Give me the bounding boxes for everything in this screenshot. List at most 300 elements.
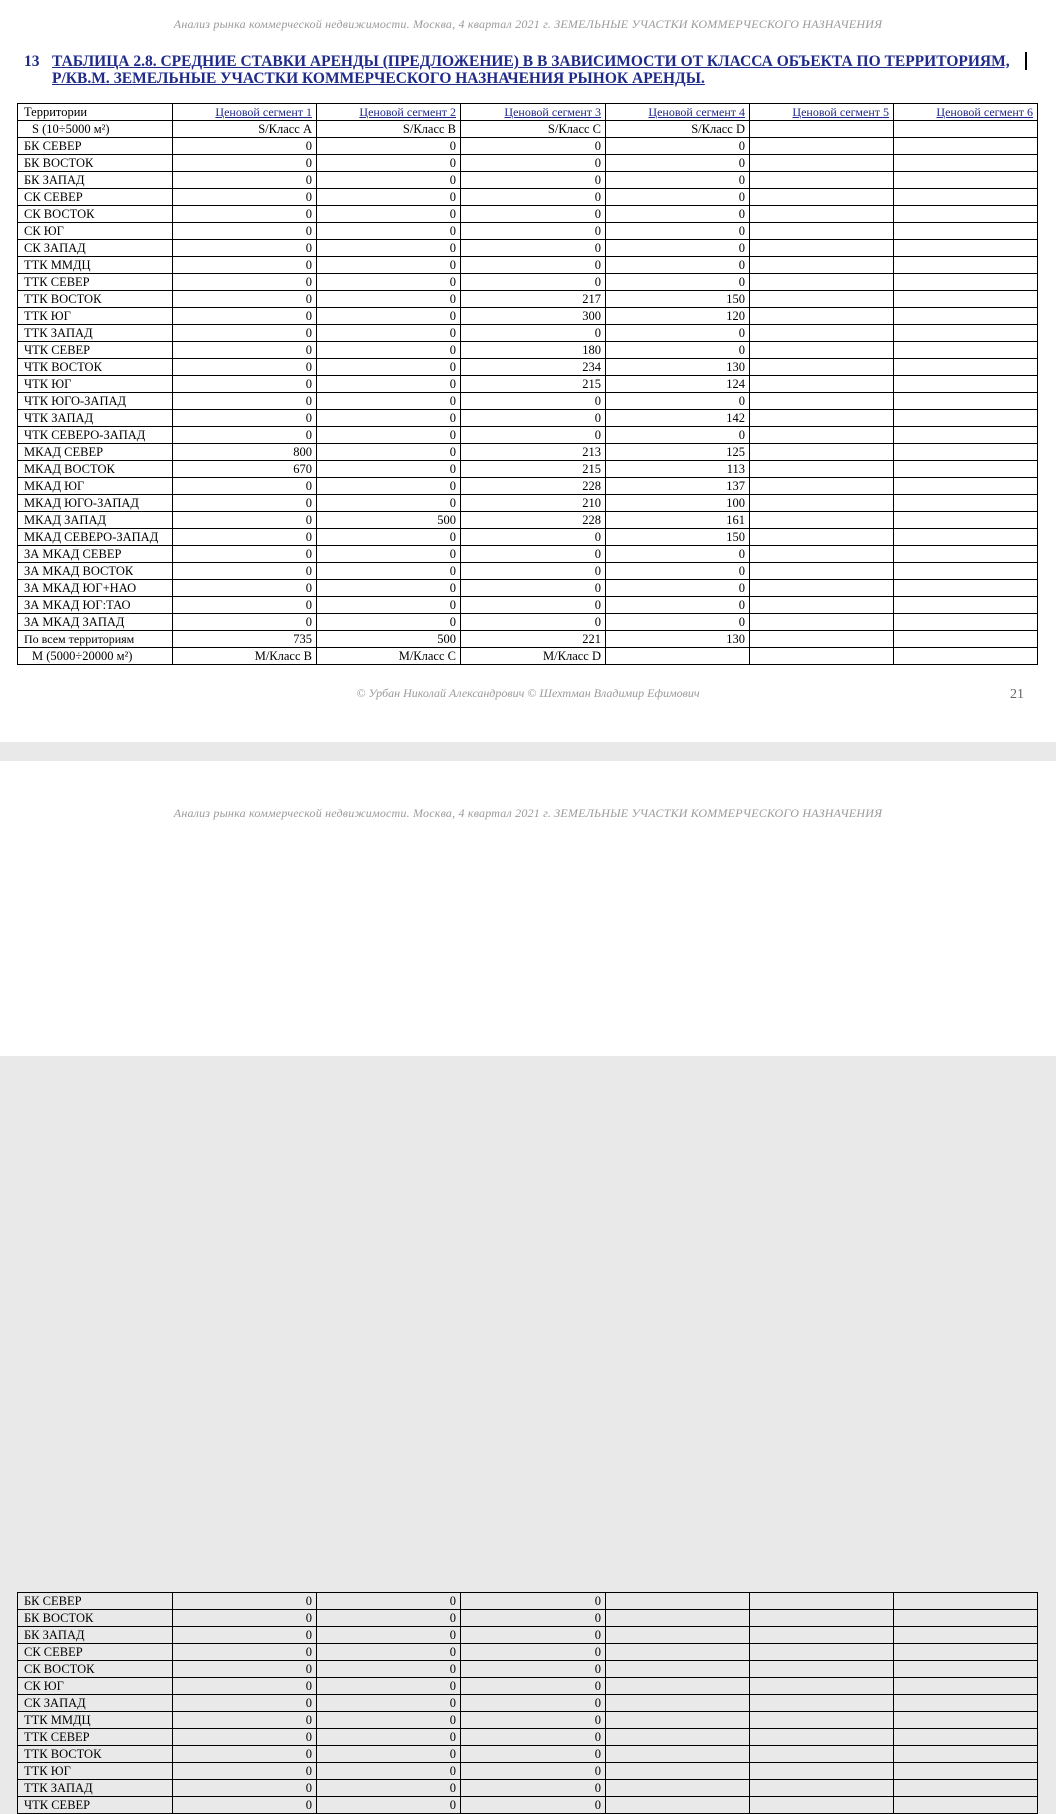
rate-cell[interactable]: 0 bbox=[173, 274, 317, 291]
rate-cell[interactable]: 0 bbox=[461, 1763, 606, 1780]
territory-name[interactable]: ТТК ВОСТОК bbox=[18, 291, 173, 308]
total-label[interactable]: По всем территориям bbox=[18, 631, 173, 648]
rate-cell[interactable] bbox=[750, 138, 894, 155]
rate-cell[interactable] bbox=[894, 580, 1038, 597]
total-cell[interactable]: 735 bbox=[173, 631, 317, 648]
rate-cell[interactable] bbox=[894, 1627, 1038, 1644]
rate-cell[interactable] bbox=[894, 155, 1038, 172]
rate-cell[interactable]: 113 bbox=[606, 461, 750, 478]
rate-cell[interactable] bbox=[606, 1797, 750, 1814]
rate-cell[interactable] bbox=[750, 427, 894, 444]
rate-cell[interactable] bbox=[750, 1678, 894, 1695]
rate-cell[interactable] bbox=[750, 597, 894, 614]
rate-cell[interactable]: 0 bbox=[606, 172, 750, 189]
rate-cell[interactable]: 0 bbox=[461, 1593, 606, 1610]
rate-cell[interactable]: 0 bbox=[461, 1678, 606, 1695]
rate-cell[interactable]: 800 bbox=[173, 444, 317, 461]
rate-cell[interactable]: 0 bbox=[173, 308, 317, 325]
territory-name[interactable]: СК ЗАПАД bbox=[18, 240, 173, 257]
rate-cell[interactable]: 0 bbox=[461, 529, 606, 546]
territory-name[interactable]: ЧТК ЮГО-ЗАПАД bbox=[18, 393, 173, 410]
rate-cell[interactable]: 0 bbox=[317, 172, 461, 189]
rate-cell[interactable] bbox=[894, 342, 1038, 359]
rate-cell[interactable]: 0 bbox=[317, 1780, 461, 1797]
rate-cell[interactable] bbox=[894, 410, 1038, 427]
rate-cell[interactable] bbox=[750, 342, 894, 359]
rate-cell[interactable] bbox=[606, 1593, 750, 1610]
rate-cell[interactable]: 0 bbox=[173, 138, 317, 155]
rate-cell[interactable]: 0 bbox=[606, 563, 750, 580]
header-segment-4[interactable]: Ценовой сегмент 4 bbox=[606, 104, 750, 121]
total-cell[interactable] bbox=[894, 631, 1038, 648]
rate-cell[interactable]: 0 bbox=[173, 410, 317, 427]
rate-cell[interactable]: 0 bbox=[606, 546, 750, 563]
territory-name[interactable]: ТТК ЮГ bbox=[18, 308, 173, 325]
rate-cell[interactable]: 0 bbox=[173, 1746, 317, 1763]
rate-cell[interactable] bbox=[894, 376, 1038, 393]
territory-name[interactable]: БК ВОСТОК bbox=[18, 1610, 173, 1627]
rate-cell[interactable]: 0 bbox=[461, 1627, 606, 1644]
rate-cell[interactable] bbox=[894, 1678, 1038, 1695]
rate-cell[interactable] bbox=[750, 206, 894, 223]
rate-cell[interactable] bbox=[750, 393, 894, 410]
rate-cell[interactable]: 0 bbox=[461, 563, 606, 580]
rate-cell[interactable]: 0 bbox=[173, 1695, 317, 1712]
rate-cell[interactable] bbox=[894, 257, 1038, 274]
rate-cell[interactable] bbox=[894, 495, 1038, 512]
table-title[interactable] bbox=[24, 53, 1034, 87]
rate-cell[interactable]: 125 bbox=[606, 444, 750, 461]
rate-cell[interactable]: 0 bbox=[317, 427, 461, 444]
rate-cell[interactable] bbox=[606, 1712, 750, 1729]
rate-cell[interactable] bbox=[606, 1695, 750, 1712]
header-segment-2[interactable]: Ценовой сегмент 2 bbox=[317, 104, 461, 121]
rate-cell[interactable]: 0 bbox=[173, 393, 317, 410]
rate-cell[interactable] bbox=[750, 546, 894, 563]
territory-name[interactable]: СК СЕВЕР bbox=[18, 1644, 173, 1661]
territory-name[interactable]: ТТК ММДЦ bbox=[18, 257, 173, 274]
rate-cell[interactable]: 213 bbox=[461, 444, 606, 461]
rate-cell[interactable]: 0 bbox=[317, 1678, 461, 1695]
next-class-5[interactable] bbox=[750, 648, 894, 665]
rate-cell[interactable]: 0 bbox=[173, 529, 317, 546]
header-segment-5[interactable]: Ценовой сегмент 5 bbox=[750, 104, 894, 121]
rate-cell[interactable] bbox=[894, 274, 1038, 291]
rate-cell[interactable]: 0 bbox=[461, 1712, 606, 1729]
rate-cell[interactable] bbox=[894, 1644, 1038, 1661]
territory-name[interactable]: ТТК ВОСТОК bbox=[18, 1746, 173, 1763]
rate-cell[interactable]: 0 bbox=[317, 274, 461, 291]
rate-cell[interactable]: 0 bbox=[317, 444, 461, 461]
rate-cell[interactable]: 0 bbox=[173, 580, 317, 597]
rate-cell[interactable] bbox=[606, 1763, 750, 1780]
rate-cell[interactable] bbox=[894, 138, 1038, 155]
header-segment-3[interactable]: Ценовой сегмент 3 bbox=[461, 104, 606, 121]
rate-cell[interactable] bbox=[750, 223, 894, 240]
rate-cell[interactable]: 0 bbox=[317, 1712, 461, 1729]
rate-cell[interactable]: 0 bbox=[317, 1729, 461, 1746]
rate-cell[interactable] bbox=[894, 206, 1038, 223]
territory-name[interactable]: БК СЕВЕР bbox=[18, 138, 173, 155]
rate-cell[interactable]: 228 bbox=[461, 478, 606, 495]
rate-cell[interactable]: 0 bbox=[317, 478, 461, 495]
rate-cell[interactable]: 100 bbox=[606, 495, 750, 512]
rate-cell[interactable]: 210 bbox=[461, 495, 606, 512]
rate-cell[interactable]: 0 bbox=[606, 206, 750, 223]
total-cell[interactable] bbox=[750, 631, 894, 648]
rate-cell[interactable] bbox=[750, 478, 894, 495]
rate-cell[interactable]: 0 bbox=[317, 529, 461, 546]
rate-cell[interactable] bbox=[606, 1610, 750, 1627]
rate-cell[interactable]: 0 bbox=[461, 614, 606, 631]
rate-cell[interactable]: 0 bbox=[461, 580, 606, 597]
rate-cell[interactable]: 0 bbox=[317, 189, 461, 206]
rate-cell[interactable]: 0 bbox=[317, 1746, 461, 1763]
rate-cell[interactable] bbox=[750, 376, 894, 393]
rate-cell[interactable] bbox=[606, 1644, 750, 1661]
rate-cell[interactable]: 215 bbox=[461, 461, 606, 478]
rate-cell[interactable]: 0 bbox=[317, 342, 461, 359]
rate-cell[interactable]: 0 bbox=[461, 1610, 606, 1627]
rate-cell[interactable] bbox=[894, 172, 1038, 189]
rate-cell[interactable]: 0 bbox=[173, 240, 317, 257]
territory-name[interactable]: БК ЗАПАД bbox=[18, 1627, 173, 1644]
rate-cell[interactable] bbox=[894, 546, 1038, 563]
rate-cell[interactable] bbox=[750, 1644, 894, 1661]
territory-name[interactable]: ЧТК СЕВЕР bbox=[18, 342, 173, 359]
rate-cell[interactable]: 0 bbox=[317, 1593, 461, 1610]
rate-cell[interactable] bbox=[894, 308, 1038, 325]
territory-name[interactable]: ТТК ЗАПАД bbox=[18, 325, 173, 342]
territory-name[interactable]: ЗА МКАД ВОСТОК bbox=[18, 563, 173, 580]
rate-cell[interactable] bbox=[606, 1661, 750, 1678]
rate-cell[interactable] bbox=[750, 495, 894, 512]
rate-cell[interactable]: 0 bbox=[173, 172, 317, 189]
rate-cell[interactable]: 0 bbox=[606, 155, 750, 172]
next-class-4[interactable] bbox=[606, 648, 750, 665]
rate-cell[interactable]: 0 bbox=[173, 376, 317, 393]
rate-cell[interactable]: 0 bbox=[461, 172, 606, 189]
rate-cell[interactable] bbox=[894, 1593, 1038, 1610]
territory-name[interactable]: МКАД ВОСТОК bbox=[18, 461, 173, 478]
rate-cell[interactable] bbox=[894, 325, 1038, 342]
rate-cell[interactable] bbox=[894, 223, 1038, 240]
rate-cell[interactable]: 0 bbox=[606, 614, 750, 631]
rate-cell[interactable] bbox=[894, 1695, 1038, 1712]
rate-cell[interactable]: 0 bbox=[317, 563, 461, 580]
rate-cell[interactable]: 0 bbox=[317, 546, 461, 563]
next-class-1[interactable]: M/Класс B bbox=[173, 648, 317, 665]
territory-name[interactable]: СК ВОСТОК bbox=[18, 1661, 173, 1678]
rate-cell[interactable]: 0 bbox=[173, 1627, 317, 1644]
rate-cell[interactable]: 0 bbox=[461, 206, 606, 223]
rate-cell[interactable] bbox=[894, 1661, 1038, 1678]
rate-cell[interactable]: 0 bbox=[461, 257, 606, 274]
rate-cell[interactable]: 0 bbox=[461, 1729, 606, 1746]
territory-name[interactable]: СК СЕВЕР bbox=[18, 189, 173, 206]
rate-cell[interactable] bbox=[894, 427, 1038, 444]
rate-cell[interactable]: 0 bbox=[461, 274, 606, 291]
rate-cell[interactable]: 300 bbox=[461, 308, 606, 325]
rate-cell[interactable]: 217 bbox=[461, 291, 606, 308]
rate-cell[interactable]: 0 bbox=[317, 223, 461, 240]
rate-cell[interactable] bbox=[750, 1627, 894, 1644]
rate-cell[interactable] bbox=[750, 359, 894, 376]
territory-name[interactable]: СК ЗАПАД bbox=[18, 1695, 173, 1712]
rate-cell[interactable]: 0 bbox=[173, 1678, 317, 1695]
rate-cell[interactable]: 0 bbox=[173, 1780, 317, 1797]
rate-cell[interactable] bbox=[750, 240, 894, 257]
header-class-6[interactable] bbox=[894, 121, 1038, 138]
header-class-3[interactable]: S/Класс C bbox=[461, 121, 606, 138]
rate-cell[interactable] bbox=[750, 1729, 894, 1746]
rate-cell[interactable] bbox=[894, 1763, 1038, 1780]
total-cell[interactable]: 500 bbox=[317, 631, 461, 648]
rate-cell[interactable] bbox=[894, 359, 1038, 376]
rate-cell[interactable] bbox=[606, 1678, 750, 1695]
rate-cell[interactable]: 215 bbox=[461, 376, 606, 393]
rate-cell[interactable] bbox=[606, 1729, 750, 1746]
territory-name[interactable]: МКАД ЗАПАД bbox=[18, 512, 173, 529]
territory-name[interactable]: МКАД ЮГ bbox=[18, 478, 173, 495]
rate-cell[interactable]: 0 bbox=[606, 393, 750, 410]
rate-cell[interactable] bbox=[750, 1797, 894, 1814]
territory-name[interactable]: ЧТК ЗАПАД bbox=[18, 410, 173, 427]
rate-cell[interactable]: 0 bbox=[461, 393, 606, 410]
rate-cell[interactable] bbox=[750, 257, 894, 274]
territory-name[interactable]: МКАД СЕВЕРО-ЗАПАД bbox=[18, 529, 173, 546]
territory-name[interactable]: ЧТК СЕВЕР bbox=[18, 1797, 173, 1814]
rate-cell[interactable]: 0 bbox=[606, 597, 750, 614]
rate-cell[interactable]: 0 bbox=[173, 1797, 317, 1814]
rate-cell[interactable]: 234 bbox=[461, 359, 606, 376]
rate-cell[interactable]: 137 bbox=[606, 478, 750, 495]
rate-cell[interactable] bbox=[750, 1712, 894, 1729]
rate-cell[interactable]: 0 bbox=[173, 478, 317, 495]
rate-cell[interactable] bbox=[750, 512, 894, 529]
rate-cell[interactable]: 0 bbox=[317, 1763, 461, 1780]
header-class-5[interactable] bbox=[750, 121, 894, 138]
rate-cell[interactable]: 0 bbox=[606, 257, 750, 274]
rate-cell[interactable]: 130 bbox=[606, 359, 750, 376]
rate-cell[interactable]: 0 bbox=[173, 291, 317, 308]
territory-name[interactable]: ТТК ММДЦ bbox=[18, 1712, 173, 1729]
rate-cell[interactable]: 0 bbox=[317, 257, 461, 274]
territory-name[interactable]: БК ЗАПАД bbox=[18, 172, 173, 189]
next-class-3[interactable]: M/Класс D bbox=[461, 648, 606, 665]
rate-cell[interactable]: 0 bbox=[173, 546, 317, 563]
rate-cell[interactable]: 150 bbox=[606, 291, 750, 308]
rate-cell[interactable] bbox=[894, 614, 1038, 631]
rate-cell[interactable] bbox=[750, 155, 894, 172]
territory-name[interactable]: СК ЮГ bbox=[18, 223, 173, 240]
rate-cell[interactable]: 0 bbox=[317, 495, 461, 512]
territory-name[interactable]: МКАД ЮГО-ЗАПАД bbox=[18, 495, 173, 512]
rate-cell[interactable] bbox=[894, 529, 1038, 546]
rate-cell[interactable]: 0 bbox=[173, 257, 317, 274]
rate-cell[interactable] bbox=[894, 240, 1038, 257]
rate-cell[interactable]: 0 bbox=[461, 1661, 606, 1678]
rate-cell[interactable]: 0 bbox=[461, 223, 606, 240]
rate-cell[interactable] bbox=[894, 1610, 1038, 1627]
rate-cell[interactable]: 0 bbox=[173, 427, 317, 444]
rate-cell[interactable]: 0 bbox=[173, 512, 317, 529]
rate-cell[interactable]: 0 bbox=[461, 155, 606, 172]
rate-cell[interactable]: 150 bbox=[606, 529, 750, 546]
next-class-2[interactable]: M/Класс C bbox=[317, 648, 461, 665]
rate-cell[interactable] bbox=[750, 580, 894, 597]
rate-cell[interactable]: 0 bbox=[173, 223, 317, 240]
rate-cell[interactable]: 0 bbox=[317, 308, 461, 325]
header-segment-6[interactable]: Ценовой сегмент 6 bbox=[894, 104, 1038, 121]
rate-cell[interactable]: 0 bbox=[317, 376, 461, 393]
rate-cell[interactable]: 0 bbox=[317, 614, 461, 631]
rate-cell[interactable]: 670 bbox=[173, 461, 317, 478]
rate-cell[interactable]: 0 bbox=[173, 1644, 317, 1661]
rate-cell[interactable]: 0 bbox=[461, 138, 606, 155]
territory-name[interactable]: ЧТК ЮГ bbox=[18, 376, 173, 393]
rate-cell[interactable]: 0 bbox=[173, 206, 317, 223]
rate-cell[interactable]: 0 bbox=[173, 189, 317, 206]
rate-cell[interactable] bbox=[750, 563, 894, 580]
territory-name[interactable]: ЗА МКАД ЮГ:ТАО bbox=[18, 597, 173, 614]
territory-name[interactable]: БК СЕВЕР bbox=[18, 1593, 173, 1610]
header-class-1[interactable]: S/Класс A bbox=[173, 121, 317, 138]
rate-cell[interactable]: 0 bbox=[317, 206, 461, 223]
territory-name[interactable]: ЗА МКАД ЗАПАД bbox=[18, 614, 173, 631]
rate-cell[interactable]: 0 bbox=[461, 1780, 606, 1797]
rate-cell[interactable]: 0 bbox=[173, 1661, 317, 1678]
rate-cell[interactable] bbox=[750, 1746, 894, 1763]
rate-cell[interactable]: 0 bbox=[461, 1695, 606, 1712]
rate-cell[interactable]: 0 bbox=[173, 597, 317, 614]
territory-name[interactable]: ЧТК ВОСТОК bbox=[18, 359, 173, 376]
rate-cell[interactable]: 0 bbox=[606, 189, 750, 206]
rate-cell[interactable]: 0 bbox=[461, 427, 606, 444]
rate-cell[interactable]: 0 bbox=[317, 1644, 461, 1661]
rate-cell[interactable]: 0 bbox=[461, 325, 606, 342]
rate-cell[interactable]: 0 bbox=[317, 155, 461, 172]
total-cell[interactable]: 221 bbox=[461, 631, 606, 648]
rate-cell[interactable] bbox=[750, 308, 894, 325]
rate-cell[interactable]: 0 bbox=[317, 597, 461, 614]
rate-cell[interactable]: 0 bbox=[173, 1712, 317, 1729]
rate-cell[interactable] bbox=[894, 1746, 1038, 1763]
rate-cell[interactable] bbox=[894, 444, 1038, 461]
territory-name[interactable]: СК ЮГ bbox=[18, 1678, 173, 1695]
rate-cell[interactable]: 0 bbox=[317, 461, 461, 478]
rate-cell[interactable]: 0 bbox=[606, 138, 750, 155]
rate-cell[interactable] bbox=[750, 410, 894, 427]
rate-cell[interactable]: 0 bbox=[606, 580, 750, 597]
rate-cell[interactable]: 0 bbox=[461, 1746, 606, 1763]
rate-cell[interactable]: 0 bbox=[606, 342, 750, 359]
rate-cell[interactable]: 0 bbox=[173, 342, 317, 359]
header-territory[interactable]: Территории bbox=[18, 104, 173, 121]
rate-cell[interactable]: 180 bbox=[461, 342, 606, 359]
next-class-6[interactable] bbox=[894, 648, 1038, 665]
rate-cell[interactable]: 0 bbox=[317, 1797, 461, 1814]
rate-cell[interactable]: 0 bbox=[317, 410, 461, 427]
rate-cell[interactable] bbox=[750, 444, 894, 461]
territory-name[interactable]: ТТК ЗАПАД bbox=[18, 1780, 173, 1797]
rate-cell[interactable]: 0 bbox=[317, 1661, 461, 1678]
rate-cell[interactable]: 0 bbox=[173, 1610, 317, 1627]
rate-cell[interactable] bbox=[750, 291, 894, 308]
rate-cell[interactable]: 142 bbox=[606, 410, 750, 427]
rate-cell[interactable] bbox=[894, 597, 1038, 614]
rate-cell[interactable]: 0 bbox=[461, 240, 606, 257]
rate-cell[interactable] bbox=[750, 1593, 894, 1610]
rate-cell[interactable]: 0 bbox=[173, 1593, 317, 1610]
rate-cell[interactable] bbox=[750, 325, 894, 342]
territory-name[interactable]: ЗА МКАД СЕВЕР bbox=[18, 546, 173, 563]
rate-cell[interactable]: 120 bbox=[606, 308, 750, 325]
header-segment-1[interactable]: Ценовой сегмент 1 bbox=[173, 104, 317, 121]
rate-cell[interactable]: 0 bbox=[461, 1644, 606, 1661]
territory-name[interactable]: ЗА МКАД ЮГ+НАО bbox=[18, 580, 173, 597]
rate-cell[interactable] bbox=[750, 1780, 894, 1797]
rate-cell[interactable] bbox=[894, 393, 1038, 410]
rate-cell[interactable] bbox=[894, 189, 1038, 206]
rate-cell[interactable]: 0 bbox=[173, 495, 317, 512]
rate-cell[interactable]: 0 bbox=[317, 291, 461, 308]
rate-cell[interactable] bbox=[894, 1712, 1038, 1729]
rate-cell[interactable] bbox=[894, 512, 1038, 529]
rate-cell[interactable]: 0 bbox=[606, 325, 750, 342]
rate-cell[interactable]: 0 bbox=[173, 614, 317, 631]
rate-cell[interactable]: 0 bbox=[606, 274, 750, 291]
territory-name[interactable]: ТТК ЮГ bbox=[18, 1763, 173, 1780]
territory-name[interactable]: СК ВОСТОК bbox=[18, 206, 173, 223]
rate-cell[interactable] bbox=[750, 1610, 894, 1627]
rate-cell[interactable] bbox=[750, 172, 894, 189]
rate-cell[interactable] bbox=[750, 1763, 894, 1780]
rate-cell[interactable]: 500 bbox=[317, 512, 461, 529]
header-class-2[interactable]: S/Класс B bbox=[317, 121, 461, 138]
rate-cell[interactable]: 0 bbox=[173, 1729, 317, 1746]
rate-cell[interactable] bbox=[894, 1729, 1038, 1746]
rate-cell[interactable]: 0 bbox=[317, 325, 461, 342]
territory-name[interactable]: ТТК СЕВЕР bbox=[18, 1729, 173, 1746]
rate-cell[interactable]: 0 bbox=[461, 597, 606, 614]
rate-cell[interactable]: 0 bbox=[606, 427, 750, 444]
rate-cell[interactable]: 0 bbox=[317, 240, 461, 257]
rate-cell[interactable] bbox=[894, 1780, 1038, 1797]
territory-name[interactable]: БК ВОСТОК bbox=[18, 155, 173, 172]
rate-cell[interactable] bbox=[894, 563, 1038, 580]
rate-cell[interactable] bbox=[750, 1661, 894, 1678]
rate-cell[interactable] bbox=[750, 1695, 894, 1712]
rate-cell[interactable]: 0 bbox=[606, 240, 750, 257]
rate-cell[interactable]: 0 bbox=[461, 189, 606, 206]
rate-cell[interactable]: 228 bbox=[461, 512, 606, 529]
rate-cell[interactable] bbox=[606, 1627, 750, 1644]
rate-cell[interactable] bbox=[606, 1746, 750, 1763]
rate-cell[interactable]: 0 bbox=[173, 155, 317, 172]
header-size-range[interactable]: S (10÷5000 м²) bbox=[18, 121, 173, 138]
territory-name[interactable]: ЧТК СЕВЕРО-ЗАПАД bbox=[18, 427, 173, 444]
rate-cell[interactable] bbox=[894, 461, 1038, 478]
territory-name[interactable]: МКАД СЕВЕР bbox=[18, 444, 173, 461]
rate-cell[interactable]: 0 bbox=[173, 563, 317, 580]
rate-cell[interactable]: 0 bbox=[317, 359, 461, 376]
rate-cell[interactable] bbox=[894, 478, 1038, 495]
rate-cell[interactable]: 0 bbox=[173, 359, 317, 376]
total-cell[interactable]: 130 bbox=[606, 631, 750, 648]
rate-cell[interactable] bbox=[750, 614, 894, 631]
rate-cell[interactable]: 0 bbox=[606, 223, 750, 240]
